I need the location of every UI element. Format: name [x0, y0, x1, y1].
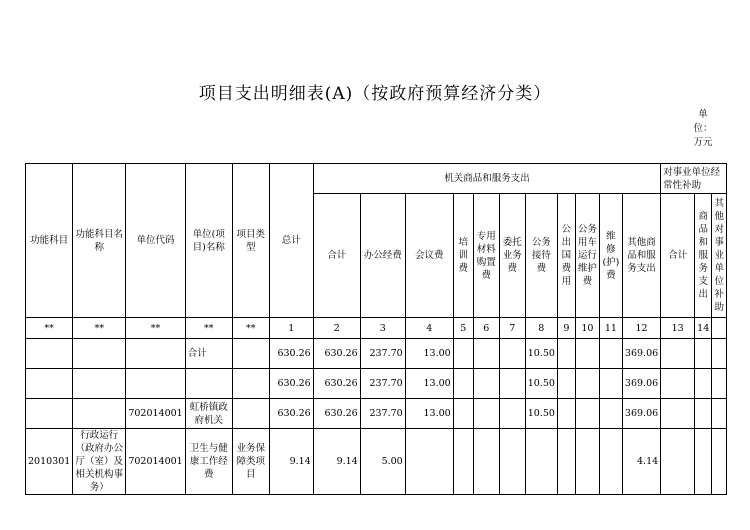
cell-ptype: 业务保障类项目 — [232, 429, 269, 495]
index-cell: ** — [73, 318, 126, 339]
header-subsidy-other: 其他对事业单位补助 — [712, 194, 727, 318]
cell-code — [26, 369, 73, 399]
header-office: 办公经费 — [360, 194, 405, 318]
cell-subsidy-total — [661, 429, 695, 495]
cell-total: 630.26 — [269, 339, 313, 369]
cell-reception: 10.50 — [525, 339, 557, 369]
cell-subsidy-goods — [695, 369, 712, 399]
index-cell: ** — [185, 318, 232, 339]
index-cell: 5 — [453, 318, 473, 339]
cell-ucode — [126, 339, 185, 369]
index-cell: 1 — [269, 318, 313, 339]
cell-code: 2010301 — [26, 429, 73, 495]
table-row — [26, 339, 727, 369]
cell-entrusted — [499, 399, 525, 429]
cell-vehicle — [575, 399, 599, 429]
cell-ucode: 702014001 — [126, 429, 185, 495]
cell-ptype — [232, 369, 269, 399]
cell-uname: 卫生与健康工作经费 — [185, 429, 232, 495]
cell-ptype — [232, 339, 269, 369]
cell-code — [26, 339, 73, 369]
cell-subsidy-other — [712, 369, 727, 399]
cell-services-total: 630.26 — [313, 339, 360, 369]
cell-abroad — [557, 399, 575, 429]
unit-label: 单位：万元 — [693, 109, 713, 148]
cell-entrusted — [499, 429, 525, 495]
cell-total: 630.26 — [269, 369, 313, 399]
header-repair: 维修(护)费 — [599, 194, 622, 318]
cell-subsidy-goods — [695, 339, 712, 369]
cell-special-material — [473, 369, 499, 399]
cell-repair — [599, 399, 622, 429]
cell-subsidy-goods — [695, 399, 712, 429]
header-other-services: 其他商品和服务支出 — [622, 194, 660, 318]
cell-special-material — [473, 339, 499, 369]
cell-fname — [73, 399, 126, 429]
header-subsidy-total: 合计 — [661, 194, 695, 318]
budget-table — [25, 163, 727, 495]
index-cell: 9 — [557, 318, 575, 339]
cell-services-total: 630.26 — [313, 369, 360, 399]
index-cell: 4 — [405, 318, 453, 339]
index-cell: 13 — [661, 318, 695, 339]
index-row — [26, 318, 727, 339]
index-cell: 11 — [599, 318, 622, 339]
cell-reception — [525, 429, 557, 495]
header-unit-name: 单位(项目)名称 — [185, 164, 232, 318]
index-cell: ** — [26, 318, 73, 339]
header-subsidy-goods: 商品和服务支出 — [695, 194, 712, 318]
cell-total: 630.26 — [269, 399, 313, 429]
cell-code — [26, 399, 73, 429]
header-training: 培训费 — [453, 194, 473, 318]
cell-subsidy-total — [661, 369, 695, 399]
index-cell: 2 — [313, 318, 360, 339]
header-functional-subject: 功能科目 — [26, 164, 73, 318]
cell-subsidy-total — [661, 399, 695, 429]
cell-other-services: 4.14 — [622, 429, 660, 495]
cell-meeting — [405, 429, 453, 495]
header-vehicle: 公务用车运行维护费 — [575, 194, 599, 318]
cell-ucode: 702014001 — [126, 399, 185, 429]
cell-reception: 10.50 — [525, 399, 557, 429]
cell-office: 237.70 — [360, 369, 405, 399]
cell-fname: 行政运行（政府办公厅（室）及相关机构事务） — [73, 429, 126, 495]
cell-abroad — [557, 429, 575, 495]
cell-training — [453, 369, 473, 399]
cell-training — [453, 339, 473, 369]
cell-fname — [73, 369, 126, 399]
header-functional-subject-name: 功能科目名称 — [73, 164, 126, 318]
cell-ptype — [232, 399, 269, 429]
cell-meeting: 13.00 — [405, 399, 453, 429]
cell-total: 9.14 — [269, 429, 313, 495]
cell-services-total: 9.14 — [313, 429, 360, 495]
cell-other-services: 369.06 — [622, 399, 660, 429]
cell-subsidy-other — [712, 339, 727, 369]
cell-special-material — [473, 429, 499, 495]
cell-vehicle — [575, 369, 599, 399]
header-group-services: 机关商品和服务支出 — [313, 164, 660, 194]
cell-services-total: 630.26 — [313, 399, 360, 429]
index-cell: 7 — [499, 318, 525, 339]
index-cell: 8 — [525, 318, 557, 339]
header-total: 总计 — [269, 164, 313, 318]
cell-abroad — [557, 339, 575, 369]
header-entrusted: 委托业务费 — [499, 194, 525, 318]
index-cell: 6 — [473, 318, 499, 339]
index-cell: 12 — [622, 318, 660, 339]
index-cell: ** — [232, 318, 269, 339]
cell-subsidy-other — [712, 429, 727, 495]
cell-uname — [185, 369, 232, 399]
cell-special-material — [473, 399, 499, 429]
header-project-type: 项目类型 — [232, 164, 269, 318]
cell-office: 237.70 — [360, 339, 405, 369]
cell-repair — [599, 369, 622, 399]
cell-office: 237.70 — [360, 399, 405, 429]
index-cell — [712, 318, 727, 339]
cell-entrusted — [499, 369, 525, 399]
cell-reception: 10.50 — [525, 369, 557, 399]
cell-uname: 合计 — [185, 339, 232, 369]
cell-other-services: 369.06 — [622, 369, 660, 399]
cell-uname: 虹桥镇政府机关 — [185, 399, 232, 429]
cell-ucode — [126, 369, 185, 399]
header-group-subsidy: 对事业单位经常性补助 — [661, 164, 727, 194]
cell-subsidy-total — [661, 339, 695, 369]
cell-abroad — [557, 369, 575, 399]
cell-meeting: 13.00 — [405, 369, 453, 399]
table-row — [26, 369, 727, 399]
header-unit-code: 单位代码 — [126, 164, 185, 318]
cell-vehicle — [575, 429, 599, 495]
cell-meeting: 13.00 — [405, 339, 453, 369]
cell-repair — [599, 339, 622, 369]
cell-entrusted — [499, 339, 525, 369]
cell-vehicle — [575, 339, 599, 369]
cell-other-services: 369.06 — [622, 339, 660, 369]
index-cell: 14 — [695, 318, 712, 339]
header-meeting: 会议费 — [405, 194, 453, 318]
index-cell: 3 — [360, 318, 405, 339]
header-services-total: 合计 — [313, 194, 360, 318]
cell-subsidy-goods — [695, 429, 712, 495]
cell-subsidy-other — [712, 399, 727, 429]
cell-training — [453, 429, 473, 495]
cell-office: 5.00 — [360, 429, 405, 495]
header-reception: 公务接待费 — [525, 194, 557, 318]
header-abroad: 公出国费用 — [557, 194, 575, 318]
cell-repair — [599, 429, 622, 495]
index-cell: ** — [126, 318, 185, 339]
table-row — [26, 399, 727, 429]
cell-training — [453, 399, 473, 429]
index-cell: 10 — [575, 318, 599, 339]
cell-fname — [73, 339, 126, 369]
header-special-material: 专用材料购置费 — [473, 194, 499, 318]
page-title: 项目支出明细表(A)（按政府预算经济分类） — [198, 84, 552, 104]
table-row — [26, 429, 727, 495]
